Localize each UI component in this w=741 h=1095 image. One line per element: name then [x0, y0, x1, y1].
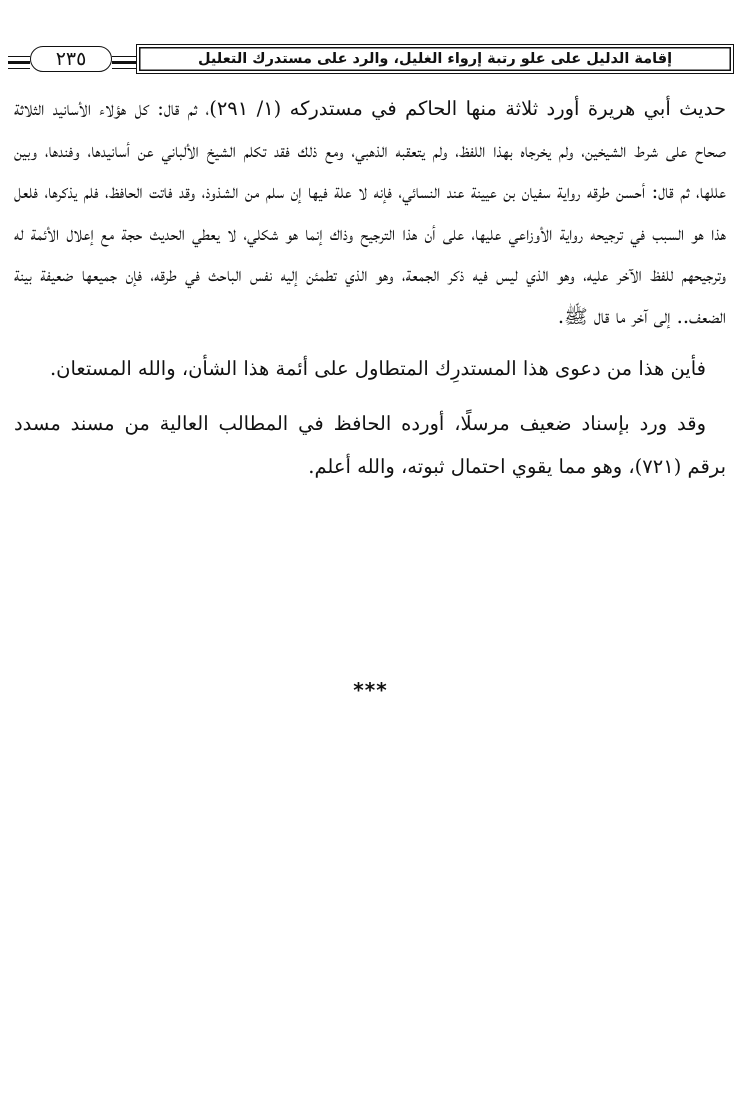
running-title: إقامة الدليل على علو رتبة إرواء الغليل، والرد على مستدرك التعليل [136, 44, 734, 74]
paragraph: وقد ورد بإسناد ضعيف مرسلًا، أورده الحافظ في المطالب العالية من مسند مسدد برقم (٧٢١)، وهو مما يقوي احتمال ثبوته، والله أعلم. [14, 412, 726, 478]
section-separator: *** [353, 678, 388, 702]
page-header [8, 42, 736, 78]
page-number: ٢٣٥ [30, 46, 112, 72]
header-rule [112, 68, 136, 69]
paragraph: فأين هذا من دعوى هذا المستدرِك المتطاول على أئمة هذا الشأن، والله المستعان. [49, 357, 706, 380]
header-rule [8, 56, 30, 57]
header-rule [8, 68, 30, 69]
body-text [14, 88, 726, 488]
paragraph: حديث أبي هريرة أورد ثلاثة منها الحاكم في مستدركه (١/ ٢٩١)، ثم قال: كل هؤلاء الأسانيد الثلاثة صحاح على شرط الشيخين، ولم يخرجاه بهذا اللفظ، ولم يتعقبه الذهبي، ومع ذلك فقد تكلم الشيخ الألباني عن أسانيدها، وفندها، وبين عللها، ثم قال: أحسن طرقه رواية سفيان بن عيينة عند النسائي، فإنه لا علة فيها إن سلم من الشذوذ، وقد فاتت الحافظ، فلم يذكرها، فلعل هذا هو السبب في ترجيحه رواية الأوزاعي عليها، على أن هذا الترجيح وذاك إنما هو شكلي، لا يعطي الحديث حجة مع إعلال الأئمة له وترجيحهم للفظ الآخر عليه، وهو الذي ليس فيه ذكر الجمعة، وهو الذي تطمئن إليه نفس الباحث في طرقه، فإن جميعها ضعيفة بينة الضعف.. إلى آخر ما قال ﷺ. [14, 97, 726, 328]
header-rule [112, 56, 136, 57]
header-rule [8, 61, 30, 64]
header-rule [112, 61, 136, 64]
